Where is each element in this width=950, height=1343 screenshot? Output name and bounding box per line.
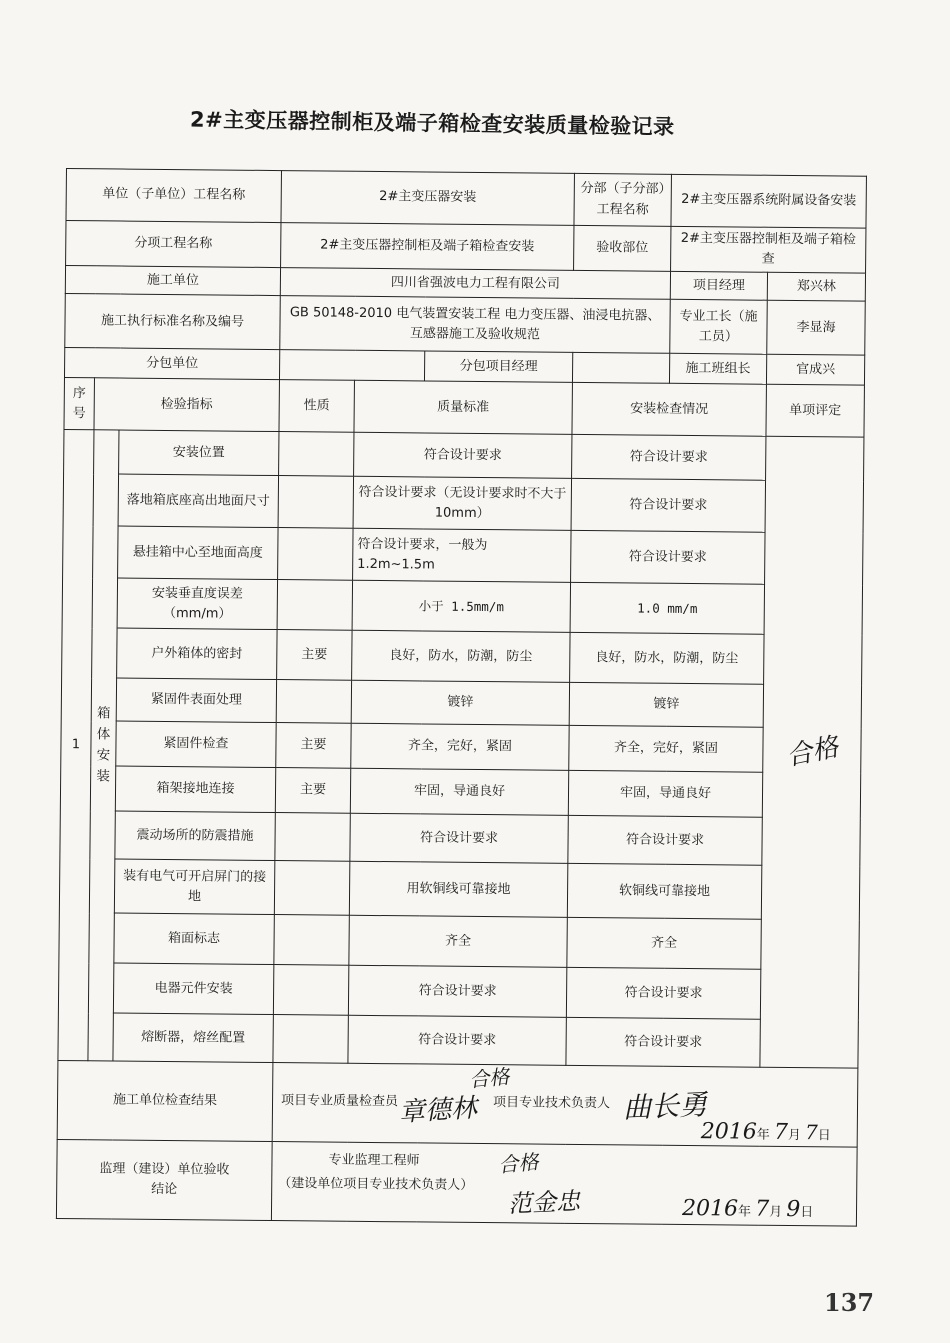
row-result: 符合设计要求 bbox=[568, 816, 762, 866]
row-result: 符合设计要求 bbox=[571, 531, 765, 585]
table-row bbox=[64, 430, 864, 482]
contractor-label: 施工单位 bbox=[65, 266, 280, 296]
date1-day: 7 bbox=[804, 1120, 818, 1145]
row-result: 符合设计要求 bbox=[566, 1018, 760, 1068]
table-row bbox=[60, 766, 860, 819]
row-nature bbox=[278, 476, 353, 529]
group-rating bbox=[760, 437, 864, 1069]
row-item: 安装位置 bbox=[119, 430, 279, 476]
group-name: 箱体安装 bbox=[88, 430, 119, 1061]
contractor-value: 四川省强波电力工程有限公司 bbox=[280, 268, 670, 300]
subcontract-label: 分包单位 bbox=[64, 348, 279, 380]
row-nature bbox=[274, 861, 350, 916]
inspection-table bbox=[56, 168, 867, 1227]
header-row-subitem bbox=[66, 221, 866, 274]
tech-lead-signature: 曲长勇 bbox=[622, 1088, 708, 1125]
row-nature bbox=[273, 965, 348, 1016]
row-nature: 主要 bbox=[275, 768, 350, 814]
foreman-label: 专业工长（施工员） bbox=[670, 300, 768, 355]
pm-label: 项目经理 bbox=[670, 272, 767, 301]
row-nature: 主要 bbox=[276, 723, 351, 769]
table-row bbox=[58, 963, 858, 1021]
standard-label: 施工执行标准名称及编号 bbox=[65, 294, 281, 350]
row-result: 符合设计要求 bbox=[571, 479, 765, 533]
col-no: 序号 bbox=[64, 378, 94, 430]
row-result: 齐全，完好，紧固 bbox=[569, 726, 763, 773]
row-result: 牢固，导通良好 bbox=[568, 771, 762, 818]
table-row bbox=[62, 578, 862, 636]
row-standard: 符合设计要求，一般为 1.2m~1.5m bbox=[353, 529, 571, 583]
col-rating: 单项评定 bbox=[766, 385, 865, 438]
row-result: 符合设计要求 bbox=[566, 968, 760, 1020]
row-item: 安装垂直度误差（mm/m） bbox=[117, 578, 277, 630]
row-standard: 齐全 bbox=[349, 916, 567, 968]
date2-year: 2016 bbox=[681, 1196, 739, 1222]
table-row bbox=[59, 913, 859, 971]
engineer-signature: 范金忠 bbox=[507, 1187, 581, 1219]
supervision-row bbox=[56, 1140, 857, 1227]
subcontract-value bbox=[279, 350, 424, 381]
table-row bbox=[58, 1013, 858, 1069]
row-item: 紧固件表面处理 bbox=[116, 678, 276, 723]
contractor-result-row bbox=[57, 1061, 858, 1148]
table-row bbox=[61, 678, 861, 729]
date2-month-char: 月 bbox=[769, 1205, 783, 1221]
row-item: 悬挂箱中心至地面高度 bbox=[118, 526, 278, 580]
row-standard: 小于 1.5mm/m bbox=[352, 581, 570, 633]
rating-handwriting: 合格 bbox=[783, 732, 841, 773]
table-row bbox=[62, 628, 862, 686]
inspector-signature: 章德林 bbox=[398, 1093, 478, 1129]
row-item: 装有电气可开启屏门的接地 bbox=[114, 859, 275, 915]
inspector-note: 合格 bbox=[468, 1064, 511, 1093]
header-row-standard bbox=[65, 294, 865, 356]
row-item: 箱面标志 bbox=[114, 913, 274, 965]
supervision-cell bbox=[271, 1142, 857, 1227]
table-row bbox=[60, 811, 860, 867]
group-no: 1 bbox=[58, 430, 94, 1061]
row-item: 户外箱体的密封 bbox=[117, 628, 277, 680]
subitem-value: 2#主变压器控制柜及端子箱检查安装 bbox=[281, 223, 574, 271]
row-result: 良好，防水，防潮，防尘 bbox=[570, 633, 764, 685]
document-title: 2#主变压器控制柜及端子箱检查安装质量检验记录 bbox=[189, 107, 675, 140]
row-nature bbox=[276, 680, 351, 724]
row-standard: 镀锌 bbox=[351, 681, 569, 726]
row-item: 熔断器，熔丝配置 bbox=[113, 1013, 273, 1063]
row-standard: 牢固，导通良好 bbox=[350, 769, 568, 816]
row-item: 落地箱底座高出地面尺寸 bbox=[118, 474, 278, 528]
row-standard: 齐全，完好，紧固 bbox=[351, 724, 569, 771]
team-leader-value: 官成兴 bbox=[766, 355, 864, 386]
unit-value: 2#主变压器安装 bbox=[281, 171, 574, 226]
engineer-sub-label: （建设单位项目专业技术负责人） bbox=[278, 1176, 474, 1194]
col-standard: 质量标准 bbox=[354, 381, 572, 435]
table-row bbox=[63, 474, 863, 534]
row-standard: 用软铜线可靠接地 bbox=[349, 862, 568, 918]
row-item: 震动场所的防震措施 bbox=[115, 811, 275, 861]
row-standard: 符合设计要求 bbox=[354, 433, 572, 479]
row-result: 软铜线可靠接地 bbox=[567, 864, 762, 920]
date2-month: 7 bbox=[755, 1196, 770, 1223]
col-item: 检验指标 bbox=[94, 378, 279, 432]
row-nature bbox=[273, 1015, 348, 1064]
row-nature bbox=[277, 580, 352, 631]
foreman-value: 李显海 bbox=[767, 301, 866, 356]
contractor-result-label: 施工单位检查结果 bbox=[57, 1061, 273, 1142]
unit-label: 单位（子单位）工程名称 bbox=[66, 169, 281, 223]
row-item: 电器元件安装 bbox=[113, 963, 273, 1015]
engineer-note: 合格 bbox=[497, 1149, 540, 1178]
page-number: 137 bbox=[824, 1288, 875, 1317]
team-leader-label: 施工班组长 bbox=[669, 354, 766, 385]
subitem-label: 分项工程名称 bbox=[66, 221, 281, 268]
row-item: 紧固件检查 bbox=[116, 721, 276, 768]
date1 bbox=[701, 1115, 831, 1147]
date1-year-char: 年 bbox=[756, 1127, 770, 1144]
date2-year-char: 年 bbox=[737, 1204, 752, 1220]
row-result: 镀锌 bbox=[569, 683, 763, 728]
row-standard: 符合设计要求（无设计要求时不大于 10mm） bbox=[353, 477, 571, 531]
row-nature bbox=[279, 432, 354, 477]
row-result: 符合设计要求 bbox=[572, 435, 766, 481]
table-row bbox=[61, 721, 861, 774]
table-row bbox=[59, 859, 859, 921]
row-item: 箱架接地连接 bbox=[115, 766, 275, 813]
division-label: 分部（子分部）工程名称 bbox=[574, 173, 671, 226]
header-row-unit bbox=[66, 169, 866, 229]
subcontract-pm-label: 分包项目经理 bbox=[424, 351, 572, 382]
subcontract-pm-value bbox=[572, 353, 669, 384]
row-nature bbox=[278, 528, 353, 581]
col-result: 安装检查情况 bbox=[572, 383, 766, 437]
pm-value: 郑兴林 bbox=[767, 273, 865, 302]
row-nature bbox=[274, 915, 349, 966]
inspector-label: 项目专业质量检查员 bbox=[280, 1093, 399, 1110]
acceptance-label: 验收部位 bbox=[574, 225, 671, 271]
standard-value: GB 50148-2010 电气装置安装工程 电力变压器、油浸电抗器、互感器施工及验收规范 bbox=[280, 296, 671, 354]
supervision-label: 监理（建设）单位验收结论 bbox=[56, 1140, 272, 1221]
row-nature bbox=[275, 813, 350, 862]
row-standard: 符合设计要求 bbox=[348, 966, 566, 1018]
column-header-row bbox=[64, 378, 864, 438]
date1-year: 2016 bbox=[700, 1119, 757, 1145]
date2-day-char: 日 bbox=[800, 1205, 814, 1221]
date1-month-char: 月 bbox=[787, 1128, 801, 1144]
row-nature: 主要 bbox=[277, 630, 352, 681]
col-nature: 性质 bbox=[279, 380, 354, 433]
date1-month: 7 bbox=[773, 1120, 789, 1146]
row-result: 1.0 mm/m bbox=[570, 583, 764, 635]
date1-day-char: 日 bbox=[817, 1128, 831, 1144]
row-standard: 良好，防水，防潮，防尘 bbox=[352, 631, 570, 683]
row-result: 齐全 bbox=[567, 918, 761, 970]
table-row bbox=[63, 526, 863, 586]
contractor-result-cell bbox=[272, 1063, 858, 1148]
tech-lead-label: 项目专业技术负责人 bbox=[492, 1095, 611, 1112]
row-standard: 符合设计要求 bbox=[350, 814, 568, 864]
row-standard: 符合设计要求 bbox=[348, 1016, 566, 1066]
inspection-form bbox=[56, 168, 866, 1227]
engineer-label: 专业监理工程师 bbox=[328, 1152, 420, 1169]
date2 bbox=[682, 1192, 814, 1226]
acceptance-value: 2#主变压器控制柜及端子箱检查 bbox=[671, 226, 866, 273]
division-value: 2#主变压器系统附属设备安装 bbox=[671, 174, 867, 228]
date2-day: 9 bbox=[786, 1197, 801, 1223]
